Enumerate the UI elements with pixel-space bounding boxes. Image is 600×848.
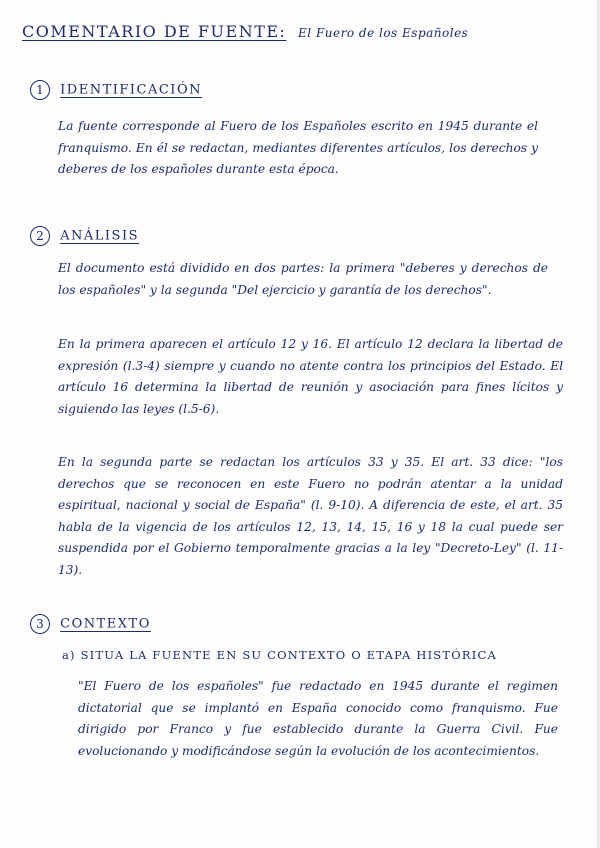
page-title — [22, 22, 582, 52]
section-heading: ANÁLISIS — [60, 228, 140, 244]
section-number: 2 — [30, 226, 50, 246]
contexto-subheading: a) SITUA LA FUENTE EN SU CONTEXTO O ETAPA HISTÓRICA — [62, 648, 497, 662]
title-main: COMENTARIO DE FUENTE: — [22, 22, 287, 41]
section-analisis-heading — [30, 226, 570, 246]
section-identificacion-heading — [30, 80, 570, 100]
section-heading: CONTEXTO — [60, 616, 151, 632]
paragraph-identificacion: La fuente corresponde al Fuero de los Españoles escrito en 1945 durante el franquismo. En él se redactan, mediantes diferentes artículos, los derechos y deberes de los españoles durante esta época. — [58, 119, 538, 176]
paragraph-analisis-2: En la primera aparecen el artículo 12 y 16. El artículo 12 declara la libertad de expresión (l.3-4) siempre y cuando no atente contra los principios del Estado. El artículo 16 determina la libertad de reunión y asociación para fines lícitos y siguiendo las leyes (l.5-6). — [58, 337, 563, 416]
section-number: 1 — [30, 80, 50, 100]
paragraph-contexto-1: "El Fuero de los españoles" fue redactado en 1945 durante el regimen dictatorial que se implantó en España conocido como franquismo. Fue dirigido por Franco y fue establecido durante la Guerra Civil. Fue evolucionando y modificándose según la evolución de los acontecimientos. — [78, 679, 558, 758]
section-contexto-heading — [30, 614, 570, 634]
section-number: 3 — [30, 614, 50, 634]
paragraph-analisis-3: En la segunda parte se redactan los artículos 33 y 35. El art. 33 dice: "los derechos que se reconocen en este Fuero no podrán atentar a la unidad espiritual, nacional y social de España" (l. 9-10). A diferencia de este, el art. 35 habla de la vigencia de los artículos 12, 13, 14, 15, 16 y 18 la cual puede ser suspendida por el Gobierno temporalmente gracias a la ley "Decreto-Ley" (l. 11-13). — [58, 455, 563, 577]
title-subtitle: El Fuero de los Españoles — [298, 26, 469, 40]
paragraph-analisis-1: El documento está dividido en dos partes: la primera "deberes y derechos de los españoles" y la segunda "Del ejercicio y garantía de los derechos". — [58, 261, 548, 297]
section-heading: IDENTIFICACIÓN — [60, 82, 202, 98]
